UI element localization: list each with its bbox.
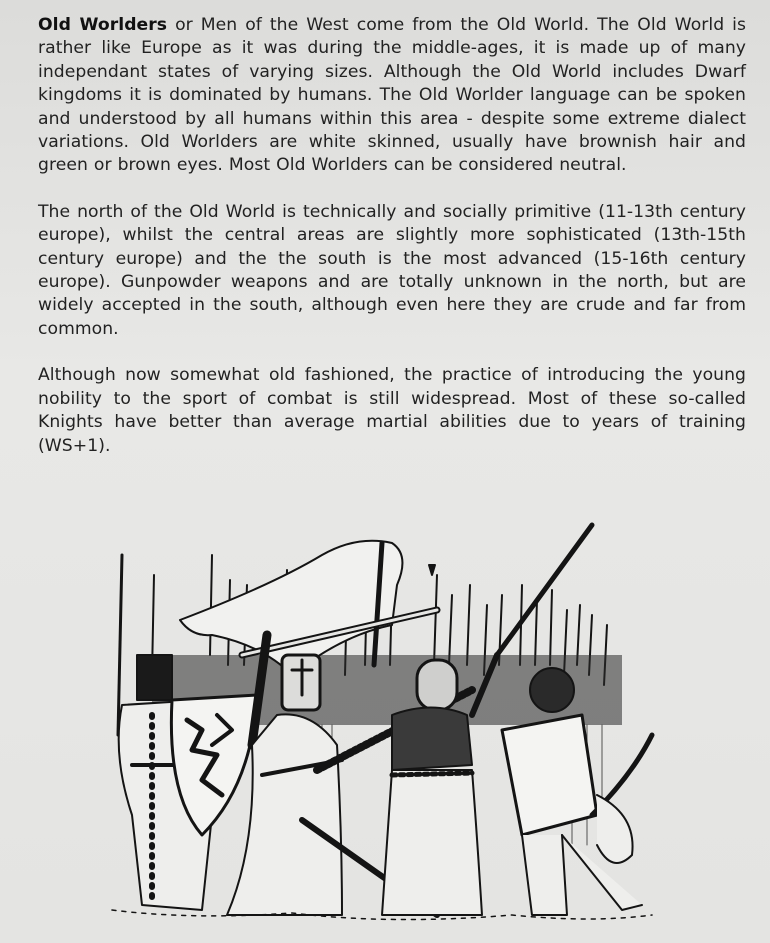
paragraph-regions: The north of the Old World is technically and socially primitive (11-13th century europe), whilst the central areas are slightly more sophisticated (13th-15th century europe) and the the south is the most advanced (15-16th century europe). Gunpowder weapons and are totally unknown in the north, but are widely accepted in the south, although even here they are crude and far from common. [38,201,746,339]
document-page [38,14,746,458]
term-old-worlders: Old Worlders [38,15,168,35]
knights-illustration [92,515,672,930]
paragraph-knights: Although now somewhat old fashioned, the practice of introducing the young nobility to the sport of combat is still widespread. Most of these so-called Knights have better than average martial abilities due to years of training (WS+1). [38,365,746,456]
paragraph-old-worlders [38,14,746,178]
knights-drawing [92,515,672,930]
paragraph-1-text: or Men of the West come from the Old World. The Old World is rather like Europe as it was during the middle-ages, it is made up of many independant states of varying sizes. Although the Old World includes Dwarf kingdoms it is dominated by humans. The Old Worlder language can be spoken and understood by all humans within this area - despite some extreme dialect variations. Old Worlders are white skinned, usually have brownish hair and green or brown eyes. Most Old Worlders can be considered neutral. [38,15,747,176]
